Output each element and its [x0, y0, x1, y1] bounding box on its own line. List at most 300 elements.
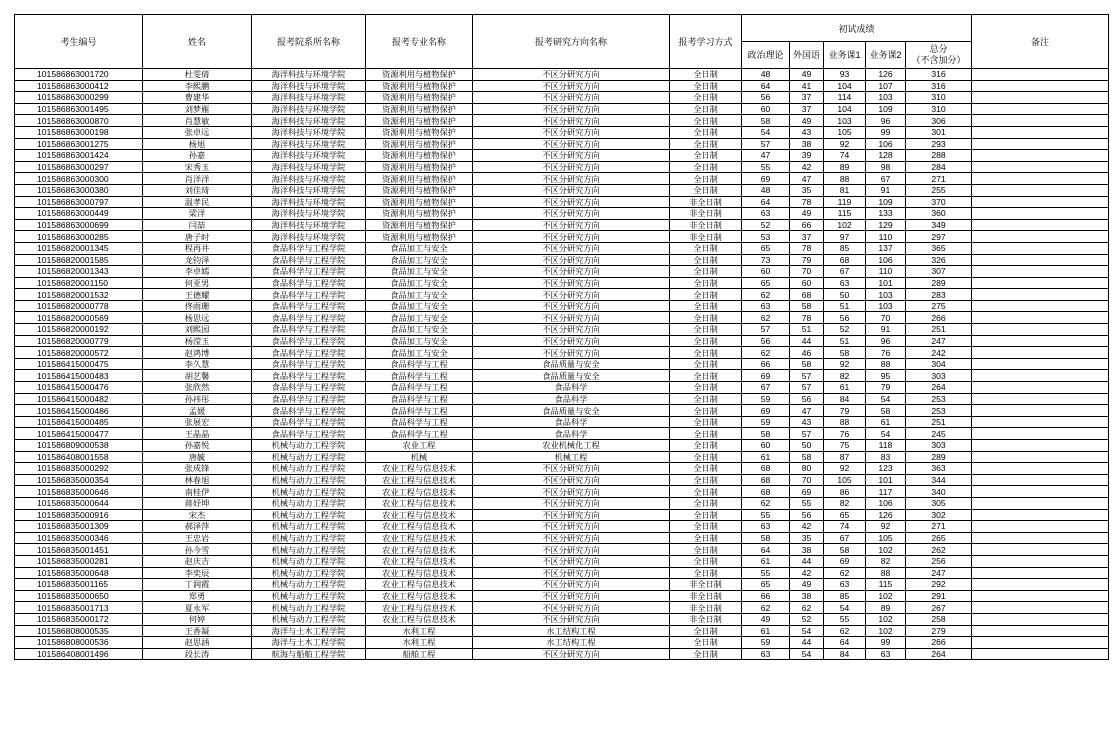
cell-research-direction: 不区分研究方向 [473, 555, 670, 567]
cell-course-1-score: 114 [824, 92, 866, 104]
cell-foreign-language-score: 56 [790, 393, 824, 405]
cell-exam-id: 101586415000485 [15, 416, 143, 428]
cell-department: 海洋科技与环境学院 [252, 150, 366, 162]
cell-politics-score: 65 [742, 277, 790, 289]
cell-remarks [972, 648, 1109, 660]
cell-course-1-score: 63 [824, 579, 866, 591]
header-exam-id: 考生编号 [15, 15, 143, 69]
cell-total-score: 303 [906, 440, 972, 452]
cell-exam-id: 101586820000779 [15, 335, 143, 347]
cell-department: 食品科学与工程学院 [252, 358, 366, 370]
cell-remarks [972, 231, 1109, 243]
cell-research-direction: 食品科学 [473, 393, 670, 405]
table-row [15, 555, 1109, 567]
score-sheet [14, 14, 1108, 660]
cell-course-1-score: 87 [824, 451, 866, 463]
cell-course-1-score: 75 [824, 440, 866, 452]
cell-study-mode: 全日制 [670, 474, 742, 486]
cell-name: 王晶晶 [143, 428, 252, 440]
cell-course-2-score: 88 [866, 358, 906, 370]
cell-foreign-language-score: 49 [790, 69, 824, 81]
cell-department: 食品科学与工程学院 [252, 405, 366, 417]
cell-name: 丁润霞 [143, 579, 252, 591]
cell-department: 海洋与土木工程学院 [252, 625, 366, 637]
cell-foreign-language-score: 78 [790, 196, 824, 208]
cell-course-1-score: 55 [824, 613, 866, 625]
cell-course-1-score: 93 [824, 69, 866, 81]
cell-exam-id: 101586408001496 [15, 648, 143, 660]
cell-course-1-score: 58 [824, 544, 866, 556]
cell-total-score: 271 [906, 521, 972, 533]
cell-exam-id: 101586820001532 [15, 289, 143, 301]
cell-total-score: 326 [906, 254, 972, 266]
cell-course-2-score: 115 [866, 579, 906, 591]
cell-remarks [972, 567, 1109, 579]
cell-politics-score: 62 [742, 497, 790, 509]
cell-total-score: 247 [906, 567, 972, 579]
cell-foreign-language-score: 49 [790, 579, 824, 591]
cell-major: 资源利用与植物保护 [366, 173, 473, 185]
cell-name: 杨思远 [143, 312, 252, 324]
cell-exam-id: 101586863001275 [15, 138, 143, 150]
cell-course-1-score: 69 [824, 555, 866, 567]
cell-foreign-language-score: 66 [790, 219, 824, 231]
cell-major: 资源利用与植物保护 [366, 231, 473, 243]
cell-major: 资源利用与植物保护 [366, 150, 473, 162]
cell-total-score: 255 [906, 184, 972, 196]
cell-course-1-score: 92 [824, 463, 866, 475]
cell-department: 食品科学与工程学院 [252, 335, 366, 347]
cell-major: 农业工程与信息技术 [366, 555, 473, 567]
cell-foreign-language-score: 78 [790, 242, 824, 254]
cell-total-score: 279 [906, 625, 972, 637]
cell-study-mode: 全日制 [670, 532, 742, 544]
cell-remarks [972, 242, 1109, 254]
cell-politics-score: 57 [742, 138, 790, 150]
cell-research-direction: 不区分研究方向 [473, 474, 670, 486]
cell-research-direction: 不区分研究方向 [473, 509, 670, 521]
cell-name: 张欣然 [143, 382, 252, 394]
cell-foreign-language-score: 68 [790, 289, 824, 301]
cell-exam-id: 101586835000354 [15, 474, 143, 486]
cell-department: 海洋科技与环境学院 [252, 103, 366, 115]
cell-foreign-language-score: 43 [790, 126, 824, 138]
cell-research-direction: 不区分研究方向 [473, 312, 670, 324]
cell-total-score: 262 [906, 544, 972, 556]
cell-course-2-score: 123 [866, 463, 906, 475]
cell-total-score: 305 [906, 497, 972, 509]
cell-exam-id: 101586820001343 [15, 266, 143, 278]
cell-name: 杨滢玉 [143, 335, 252, 347]
cell-politics-score: 59 [742, 393, 790, 405]
cell-course-1-score: 119 [824, 196, 866, 208]
cell-major: 资源利用与植物保护 [366, 208, 473, 220]
table-row [15, 440, 1109, 452]
cell-politics-score: 64 [742, 544, 790, 556]
table-row [15, 544, 1109, 556]
cell-department: 食品科学与工程学院 [252, 254, 366, 266]
cell-politics-score: 60 [742, 266, 790, 278]
cell-department: 食品科学与工程学院 [252, 300, 366, 312]
cell-department: 机械与动力工程学院 [252, 567, 366, 579]
table-row [15, 231, 1109, 243]
cell-major: 机械 [366, 451, 473, 463]
cell-exam-id: 101586835000292 [15, 463, 143, 475]
cell-exam-id: 101586835000916 [15, 509, 143, 521]
cell-department: 海洋科技与环境学院 [252, 231, 366, 243]
cell-major: 食品科学与工程 [366, 358, 473, 370]
cell-major: 食品科学与工程 [366, 416, 473, 428]
cell-exam-id: 101586863000299 [15, 92, 143, 104]
cell-remarks [972, 138, 1109, 150]
cell-study-mode: 非全日制 [670, 602, 742, 614]
cell-department: 机械与动力工程学院 [252, 555, 366, 567]
table-row [15, 474, 1109, 486]
cell-politics-score: 67 [742, 382, 790, 394]
cell-course-1-score: 85 [824, 242, 866, 254]
cell-research-direction: 不区分研究方向 [473, 486, 670, 498]
cell-major: 食品加工与安全 [366, 335, 473, 347]
cell-study-mode: 全日制 [670, 173, 742, 185]
table-row [15, 150, 1109, 162]
table-row [15, 103, 1109, 115]
cell-total-score: 292 [906, 579, 972, 591]
cell-foreign-language-score: 50 [790, 440, 824, 452]
cell-politics-score: 61 [742, 555, 790, 567]
cell-name: 王香凝 [143, 625, 252, 637]
cell-name: 夏永军 [143, 602, 252, 614]
cell-course-1-score: 82 [824, 370, 866, 382]
table-row [15, 80, 1109, 92]
cell-research-direction: 不区分研究方向 [473, 266, 670, 278]
cell-course-1-score: 105 [824, 126, 866, 138]
cell-major: 食品加工与安全 [366, 254, 473, 266]
cell-research-direction: 不区分研究方向 [473, 497, 670, 509]
cell-course-2-score: 98 [866, 161, 906, 173]
header-department: 报考院系所名称 [252, 15, 366, 69]
cell-remarks [972, 277, 1109, 289]
cell-department: 食品科学与工程学院 [252, 324, 366, 336]
cell-course-2-score: 88 [866, 567, 906, 579]
cell-foreign-language-score: 37 [790, 103, 824, 115]
cell-foreign-language-score: 56 [790, 509, 824, 521]
cell-exam-id: 101586835000646 [15, 486, 143, 498]
cell-study-mode: 非全日制 [670, 196, 742, 208]
cell-department: 海洋科技与环境学院 [252, 161, 366, 173]
cell-remarks [972, 393, 1109, 405]
cell-name: 郑勇 [143, 590, 252, 602]
cell-name: 李久慧 [143, 358, 252, 370]
cell-course-2-score: 126 [866, 69, 906, 81]
cell-major: 资源利用与植物保护 [366, 161, 473, 173]
cell-remarks [972, 219, 1109, 231]
cell-remarks [972, 486, 1109, 498]
cell-department: 机械与动力工程学院 [252, 486, 366, 498]
cell-study-mode: 全日制 [670, 393, 742, 405]
cell-course-1-score: 50 [824, 289, 866, 301]
cell-remarks [972, 555, 1109, 567]
cell-total-score: 365 [906, 242, 972, 254]
cell-name: 赵庆吉 [143, 555, 252, 567]
table-row [15, 613, 1109, 625]
cell-total-score: 310 [906, 92, 972, 104]
cell-foreign-language-score: 35 [790, 532, 824, 544]
cell-name: 何亚男 [143, 277, 252, 289]
cell-total-score: 360 [906, 208, 972, 220]
cell-department: 机械与动力工程学院 [252, 521, 366, 533]
cell-name: 程再井 [143, 242, 252, 254]
cell-total-score: 253 [906, 405, 972, 417]
cell-remarks [972, 312, 1109, 324]
cell-course-2-score: 107 [866, 80, 906, 92]
cell-major: 食品加工与安全 [366, 300, 473, 312]
cell-department: 机械与动力工程学院 [252, 440, 366, 452]
cell-major: 资源利用与植物保护 [366, 126, 473, 138]
cell-name: 刘熙园 [143, 324, 252, 336]
table-row [15, 497, 1109, 509]
cell-major: 农业工程与信息技术 [366, 602, 473, 614]
cell-total-score: 297 [906, 231, 972, 243]
table-row [15, 196, 1109, 208]
cell-exam-id: 101586820001345 [15, 242, 143, 254]
cell-remarks [972, 335, 1109, 347]
table-row [15, 486, 1109, 498]
cell-foreign-language-score: 51 [790, 324, 824, 336]
header-research-direction: 报考研究方向名称 [473, 15, 670, 69]
cell-exam-id: 101586863000285 [15, 231, 143, 243]
cell-course-2-score: 58 [866, 405, 906, 417]
cell-politics-score: 56 [742, 92, 790, 104]
cell-name: 张展宏 [143, 416, 252, 428]
cell-total-score: 245 [906, 428, 972, 440]
cell-total-score: 340 [906, 486, 972, 498]
cell-exam-id: 101586415000476 [15, 382, 143, 394]
cell-study-mode: 全日制 [670, 254, 742, 266]
cell-course-1-score: 88 [824, 416, 866, 428]
table-row [15, 579, 1109, 591]
cell-foreign-language-score: 57 [790, 370, 824, 382]
cell-course-1-score: 51 [824, 300, 866, 312]
cell-major: 农业工程与信息技术 [366, 590, 473, 602]
cell-politics-score: 55 [742, 567, 790, 579]
cell-course-1-score: 84 [824, 393, 866, 405]
table-row [15, 115, 1109, 127]
cell-research-direction: 不区分研究方向 [473, 231, 670, 243]
cell-major: 农业工程与信息技术 [366, 544, 473, 556]
cell-course-1-score: 104 [824, 80, 866, 92]
cell-total-score: 251 [906, 324, 972, 336]
cell-total-score: 258 [906, 613, 972, 625]
cell-department: 食品科学与工程学院 [252, 428, 366, 440]
cell-politics-score: 58 [742, 532, 790, 544]
cell-major: 农业工程与信息技术 [366, 532, 473, 544]
cell-politics-score: 66 [742, 590, 790, 602]
table-row [15, 358, 1109, 370]
table-row [15, 208, 1109, 220]
cell-study-mode: 全日制 [670, 625, 742, 637]
cell-exam-id: 101586415000483 [15, 370, 143, 382]
cell-exam-id: 101586408001558 [15, 451, 143, 463]
cell-course-2-score: 102 [866, 544, 906, 556]
cell-major: 食品科学与工程 [366, 382, 473, 394]
cell-exam-id: 101586415000477 [15, 428, 143, 440]
cell-politics-score: 68 [742, 474, 790, 486]
cell-remarks [972, 196, 1109, 208]
cell-exam-id: 101586863000449 [15, 208, 143, 220]
cell-foreign-language-score: 58 [790, 358, 824, 370]
cell-course-1-score: 56 [824, 312, 866, 324]
cell-major: 农业工程与信息技术 [366, 613, 473, 625]
cell-politics-score: 54 [742, 126, 790, 138]
cell-politics-score: 61 [742, 625, 790, 637]
cell-department: 食品科学与工程学院 [252, 266, 366, 278]
cell-major: 农业工程 [366, 440, 473, 452]
cell-foreign-language-score: 78 [790, 312, 824, 324]
cell-name: 温孝民 [143, 196, 252, 208]
cell-total-score: 267 [906, 602, 972, 614]
cell-course-1-score: 68 [824, 254, 866, 266]
cell-course-1-score: 76 [824, 428, 866, 440]
cell-department: 机械与动力工程学院 [252, 463, 366, 475]
cell-remarks [972, 115, 1109, 127]
cell-study-mode: 全日制 [670, 486, 742, 498]
cell-politics-score: 63 [742, 648, 790, 660]
cell-course-1-score: 81 [824, 184, 866, 196]
cell-department: 食品科学与工程学院 [252, 347, 366, 359]
cell-total-score: 266 [906, 312, 972, 324]
cell-study-mode: 全日制 [670, 161, 742, 173]
cell-research-direction: 不区分研究方向 [473, 115, 670, 127]
cell-research-direction: 不区分研究方向 [473, 69, 670, 81]
cell-politics-score: 63 [742, 521, 790, 533]
cell-politics-score: 64 [742, 196, 790, 208]
cell-research-direction: 食品质量与安全 [473, 358, 670, 370]
cell-exam-id: 101586820000778 [15, 300, 143, 312]
cell-foreign-language-score: 54 [790, 648, 824, 660]
cell-department: 航海与船舶工程学院 [252, 648, 366, 660]
cell-remarks [972, 405, 1109, 417]
cell-course-1-score: 104 [824, 103, 866, 115]
cell-total-score: 293 [906, 138, 972, 150]
cell-research-direction: 食品科学 [473, 416, 670, 428]
cell-course-2-score: 102 [866, 613, 906, 625]
cell-major: 资源利用与植物保护 [366, 196, 473, 208]
cell-research-direction: 不区分研究方向 [473, 126, 670, 138]
header-course-1: 业务课1 [824, 42, 866, 69]
cell-research-direction: 不区分研究方向 [473, 463, 670, 475]
table-row [15, 648, 1109, 660]
cell-politics-score: 62 [742, 347, 790, 359]
cell-name: 闫喆 [143, 219, 252, 231]
cell-remarks [972, 161, 1109, 173]
cell-course-2-score: 70 [866, 312, 906, 324]
cell-exam-id: 101586863000297 [15, 161, 143, 173]
cell-course-1-score: 65 [824, 509, 866, 521]
cell-politics-score: 58 [742, 428, 790, 440]
cell-department: 海洋科技与环境学院 [252, 196, 366, 208]
cell-foreign-language-score: 44 [790, 335, 824, 347]
cell-total-score: 247 [906, 335, 972, 347]
cell-course-2-score: 105 [866, 532, 906, 544]
cell-course-1-score: 79 [824, 405, 866, 417]
cell-name: 梁洋 [143, 208, 252, 220]
cell-research-direction: 不区分研究方向 [473, 173, 670, 185]
table-row [15, 219, 1109, 231]
cell-name: 南桂伊 [143, 486, 252, 498]
cell-study-mode: 全日制 [670, 115, 742, 127]
cell-foreign-language-score: 39 [790, 150, 824, 162]
cell-politics-score: 69 [742, 405, 790, 417]
cell-study-mode: 全日制 [670, 497, 742, 509]
cell-study-mode: 全日制 [670, 150, 742, 162]
cell-research-direction: 不区分研究方向 [473, 590, 670, 602]
cell-politics-score: 60 [742, 103, 790, 115]
header-politics: 政治理论 [742, 42, 790, 69]
cell-foreign-language-score: 42 [790, 567, 824, 579]
cell-remarks [972, 463, 1109, 475]
table-row [15, 266, 1109, 278]
cell-foreign-language-score: 79 [790, 254, 824, 266]
cell-study-mode: 非全日制 [670, 208, 742, 220]
cell-major: 农业工程与信息技术 [366, 579, 473, 591]
cell-research-direction: 机械工程 [473, 451, 670, 463]
cell-name: 王忠岩 [143, 532, 252, 544]
cell-major: 食品科学与工程 [366, 405, 473, 417]
cell-department: 机械与动力工程学院 [252, 579, 366, 591]
cell-foreign-language-score: 57 [790, 428, 824, 440]
cell-major: 食品科学与工程 [366, 370, 473, 382]
table-row [15, 69, 1109, 81]
cell-course-2-score: 110 [866, 266, 906, 278]
table-row [15, 602, 1109, 614]
cell-total-score: 289 [906, 451, 972, 463]
cell-study-mode: 全日制 [670, 312, 742, 324]
cell-major: 食品加工与安全 [366, 312, 473, 324]
cell-remarks [972, 637, 1109, 649]
cell-department: 海洋科技与环境学院 [252, 92, 366, 104]
table-row [15, 509, 1109, 521]
table-row [15, 393, 1109, 405]
cell-research-direction: 不区分研究方向 [473, 242, 670, 254]
table-row [15, 463, 1109, 475]
cell-course-2-score: 133 [866, 208, 906, 220]
cell-major: 水利工程 [366, 625, 473, 637]
cell-department: 海洋科技与环境学院 [252, 115, 366, 127]
cell-foreign-language-score: 44 [790, 555, 824, 567]
cell-remarks [972, 532, 1109, 544]
cell-course-2-score: 101 [866, 277, 906, 289]
cell-name: 宋秀玉 [143, 161, 252, 173]
cell-major: 农业工程与信息技术 [366, 474, 473, 486]
cell-politics-score: 73 [742, 254, 790, 266]
cell-remarks [972, 324, 1109, 336]
cell-course-1-score: 74 [824, 150, 866, 162]
header-course-2: 业务课2 [866, 42, 906, 69]
cell-name: 蒋妤坤 [143, 497, 252, 509]
cell-department: 食品科学与工程学院 [252, 289, 366, 301]
cell-department: 海洋科技与环境学院 [252, 80, 366, 92]
cell-politics-score: 48 [742, 69, 790, 81]
cell-course-2-score: 102 [866, 590, 906, 602]
cell-politics-score: 56 [742, 335, 790, 347]
cell-research-direction: 不区分研究方向 [473, 602, 670, 614]
cell-major: 食品科学与工程 [366, 393, 473, 405]
cell-course-1-score: 74 [824, 521, 866, 533]
cell-foreign-language-score: 38 [790, 544, 824, 556]
cell-research-direction: 不区分研究方向 [473, 544, 670, 556]
cell-course-1-score: 97 [824, 231, 866, 243]
cell-politics-score: 58 [742, 115, 790, 127]
